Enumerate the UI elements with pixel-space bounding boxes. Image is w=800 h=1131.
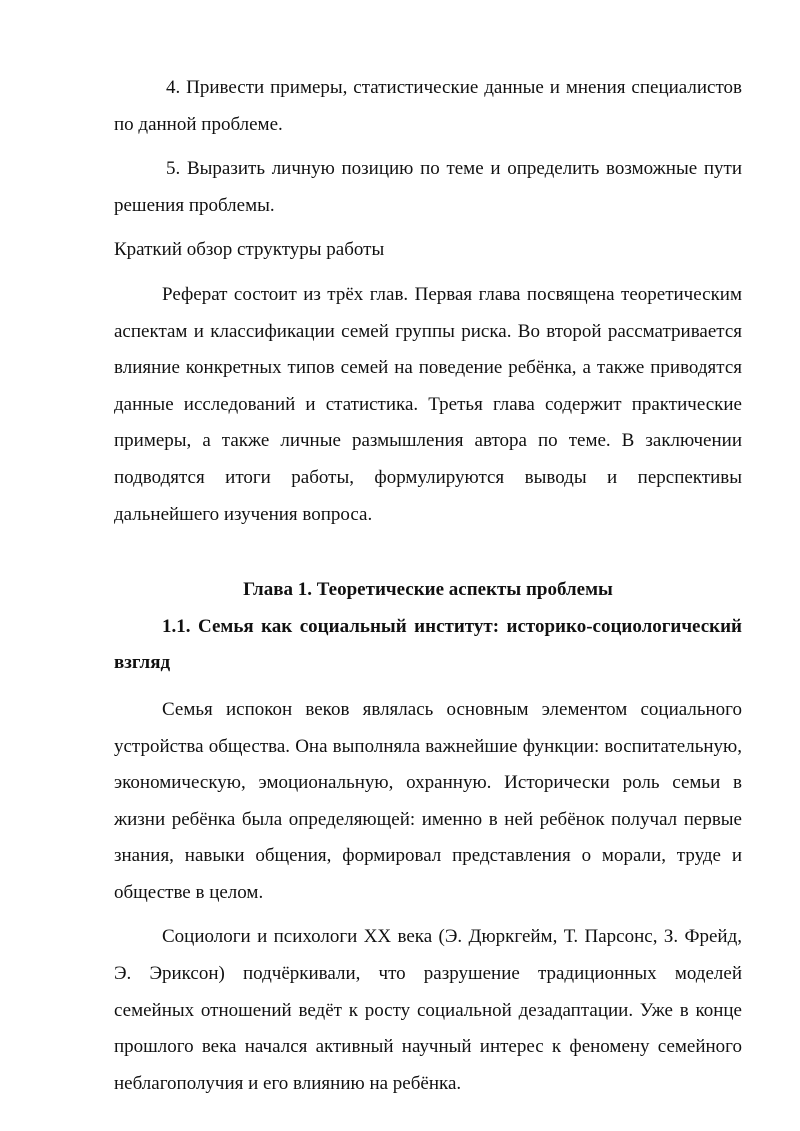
section-paragraph-2: Социологи и психологи XX века (Э. Дюркгейм, Т. Парсонс, З. Фрейд, Э. Эриксон) подчёркивали, что разрушение традиционных моделей семейных отношений ведёт к росту социальной дезадаптации. Уже в конце прошлого века начался активный научный интерес к феномену семейного неблагополучия и его влиянию на ребёнка. [114, 926, 742, 1094]
structure-heading: Краткий обзор структуры работы [114, 239, 385, 261]
page-content [114, 70, 742, 1102]
chapter-title: Глава 1. Теоретические аспекты проблемы [243, 579, 613, 601]
structure-paragraph: Реферат состоит из трёх глав. Первая глава посвящена теоретическим аспектам и классификации семей группы риска. Во второй рассматривается влияние конкретных типов семей на поведение ребёнка, а также приводятся данные исследований и статистика. Третья глава содержит практические примеры, а также личные размышления автора по теме. В заключении подводятся итоги работы, формулируются выводы и перспективы дальнейшего изучения вопроса. [114, 283, 742, 525]
section-paragraph-1: Семья испокон веков являлась основным элементом социального устройства общества. Она выполняла важнейшие функции: воспитательную, экономическую, эмоциональную, охранную. Исторически роль семьи в жизни ребёнка была определяющей: именно в ней ребёнок получал первые знания, навыки общения, формировал представления о морали, труде и обществе в целом. [114, 698, 742, 903]
list-item-5: 5. Выразить личную позицию по теме и определить возможные пути решения проблемы. [114, 158, 742, 216]
list-item-4: 4. Привести примеры, статистические данные и мнения специалистов по данной проблеме. [114, 77, 742, 135]
section-title: 1.1. Семья как социальный институт: историко-социологический взгляд [114, 615, 742, 674]
